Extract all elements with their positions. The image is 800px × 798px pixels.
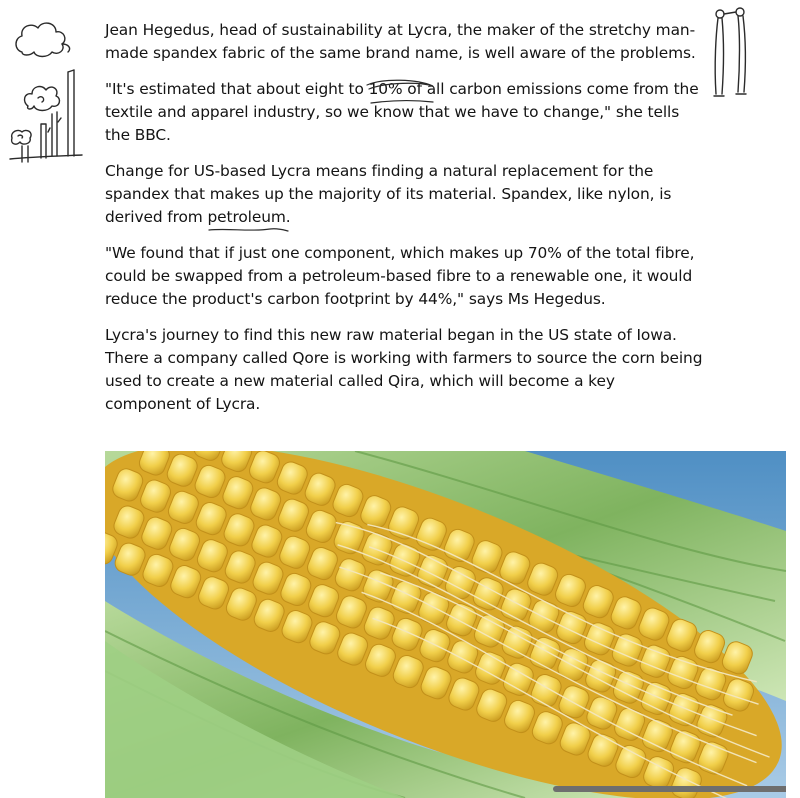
paragraph-3	[105, 160, 705, 229]
corn-cob-photo	[105, 451, 786, 798]
paragraph-1: Jean Hegedus, head of sustainability at Lycra, the maker of the stretchy man-made spandex fabric of the same brand name, is well aware of the problems.	[105, 21, 696, 62]
paragraph-3-end: .	[285, 208, 291, 226]
paragraph-2	[105, 78, 705, 147]
article-body	[105, 19, 705, 429]
paragraph-4: "We found that if just one component, which makes up 70% of the total fibre, could be swapped from a petroleum-based fibre to a renewable one, it would reduce the product's carbon footprint by 44%," says Ms Hegedus.	[105, 244, 695, 308]
highlighted-statistic	[369, 80, 422, 98]
horizontal-scrollbar[interactable]	[553, 786, 786, 792]
petroleum-text: petroleum	[207, 208, 286, 226]
highlighted-statistic-text: 10% of	[368, 80, 422, 98]
paragraph-2-end: all carbon emissions come from the textile and apparel industry, so we know that we have to change," she tells the BBC.	[105, 80, 699, 144]
scribble-underline-doodle	[208, 226, 290, 234]
petroleum-scribble	[208, 208, 286, 226]
paragraph-3-start: Change for US-based Lycra means finding a natural replacement for the spandex that makes up the majority of its material. Spandex, like nylon, is derived from	[105, 162, 672, 226]
stick-figures-doodle	[706, 4, 760, 104]
paragraph-2-start: "It's estimated that about eight to	[105, 80, 369, 98]
scribble-circle-doodle	[363, 77, 437, 105]
corn-illustration	[105, 451, 786, 798]
paragraph-5: Lycra's journey to find this new raw material began in the US state of Iowa. There a company called Qore is working with farmers to source the corn being used to create a new material called Qira, which will become a key component of Lycra.	[105, 326, 703, 413]
factory-chimneys-doodle	[8, 14, 98, 174]
